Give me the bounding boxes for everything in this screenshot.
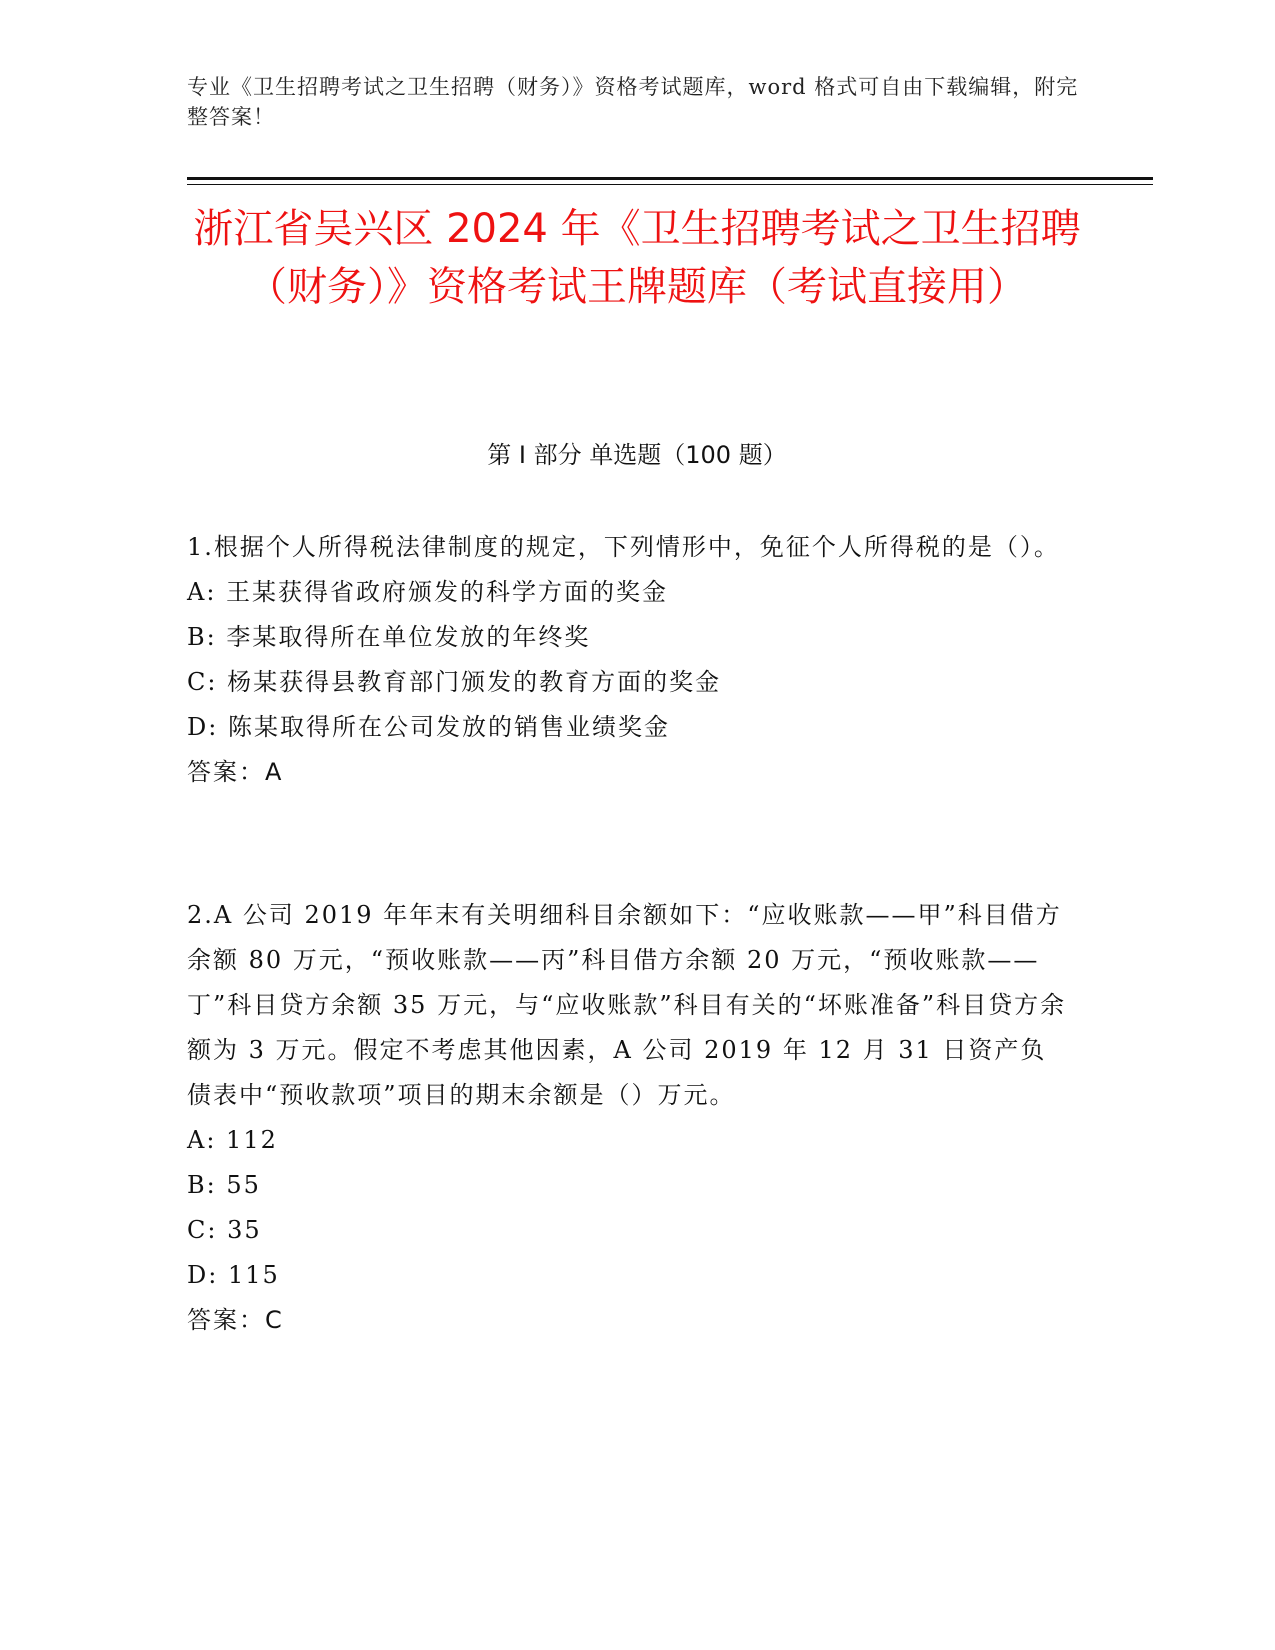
option-a: A: 王某获得省政府颁发的科学方面的奖金 (187, 578, 669, 606)
document-title: 浙江省吴兴区 2024 年《卫生招聘考试之卫生招聘（财务）》资格考试王牌题库（考试直接用） (193, 206, 1081, 310)
header-rule-thin (187, 184, 1153, 185)
option-d: D: 陈某取得所在公司发放的销售业绩奖金 (187, 713, 670, 741)
option-c: C: 杨某获得县教育部门颁发的教育方面的奖金 (187, 668, 722, 696)
answer: 答案：C (187, 1306, 284, 1334)
question-text: 2.A 公司 2019 年年末有关明细科目余额如下：“应收账款——甲”科目借方余额 80 万元，“预收账款——丙”科目借方余额 20 万元，“预收账款——丁”科目贷方余额 35 万元，与“应收账款”科目有关的“坏账准备”科目贷方余额为 3 万元。假定不考虑其他因素，A 公司 2019 年 12 月 31 日资产负债表中“预收款项”项目的期末余额是（）万元。 (187, 901, 1067, 1109)
answer: 答案：A (187, 758, 284, 786)
question-text: 1.根据个人所得税法律制度的规定，下列情形中，免征个人所得税的是（）。 (187, 533, 1060, 561)
question-1 (187, 525, 1067, 795)
header-note: 专业《卫生招聘考试之卫生招聘（财务）》资格考试题库，word 格式可自由下载编辑，附完整答案！ (187, 75, 1079, 129)
question-2 (187, 893, 1067, 1343)
section-heading: 第 I 部分 单选题（100 题） (487, 441, 787, 469)
header-rule-thick (187, 177, 1153, 180)
option-b: B: 李某取得所在单位发放的年终奖 (187, 623, 591, 651)
option-a: A: 112 (187, 1126, 278, 1154)
option-c: C: 35 (187, 1216, 262, 1244)
option-b: B: 55 (187, 1171, 261, 1199)
option-d: D: 115 (187, 1261, 280, 1289)
